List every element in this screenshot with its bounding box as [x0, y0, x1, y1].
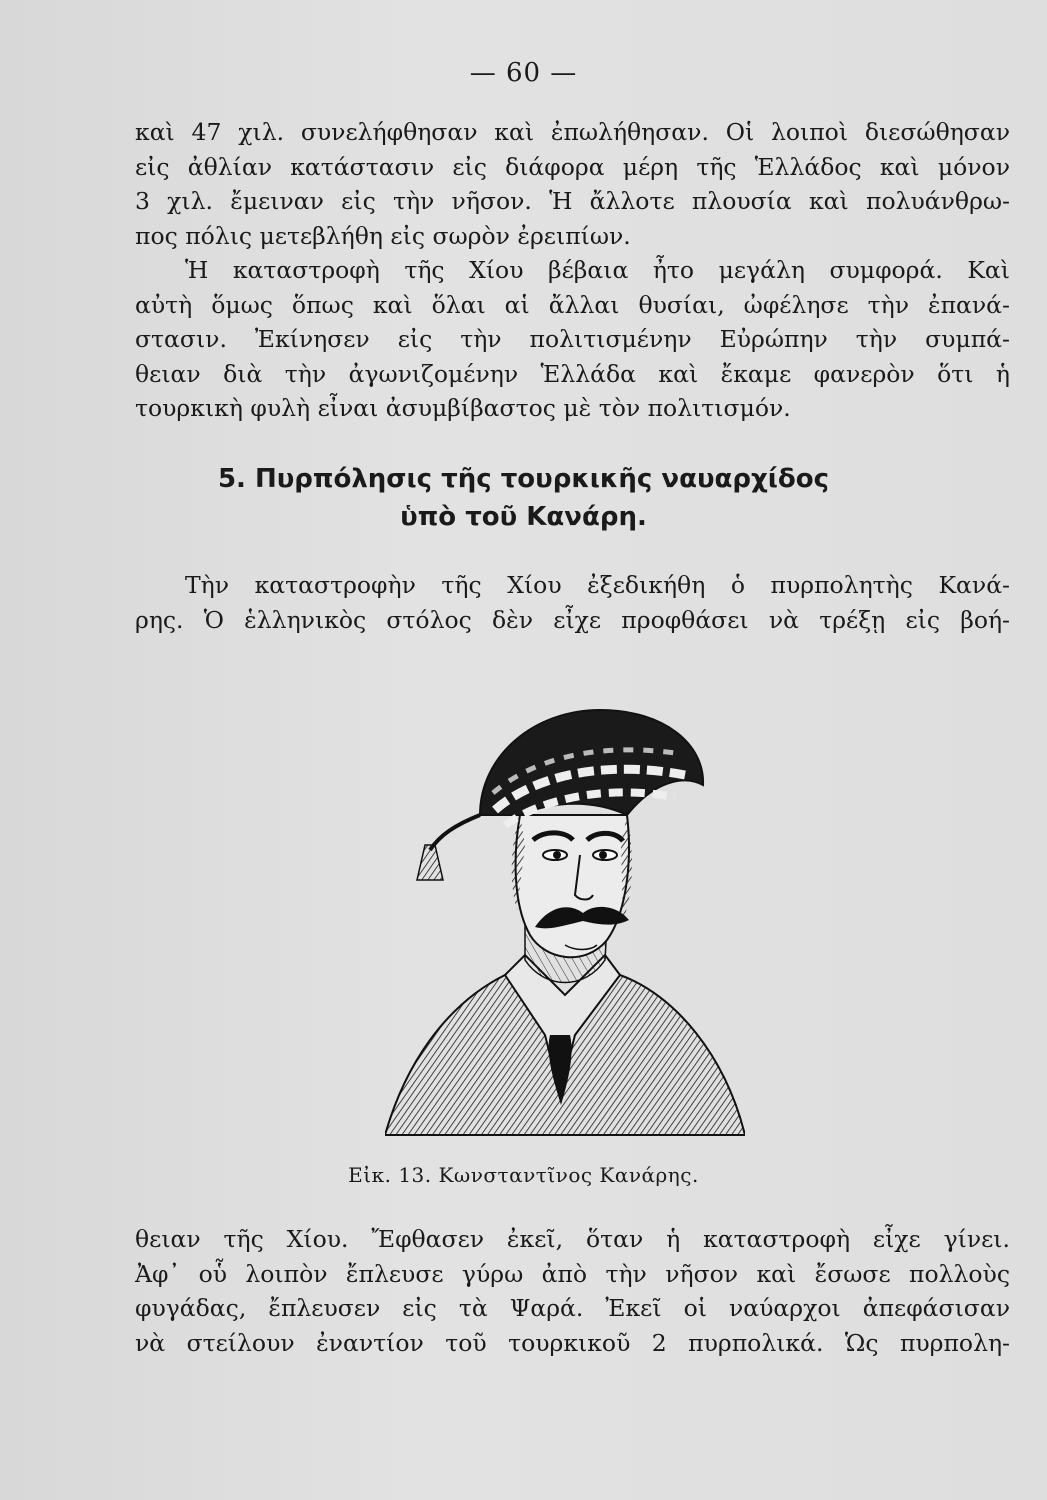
figure-caption: Εἰκ. 13. Κωνσταντῖνος Κανάρης.: [348, 1163, 699, 1187]
text-line: φυγάδας, ἔπλευσεν εἰς τὰ Ψαρά. Ἐκεῖ οἱ ναύαρχοι ἀπεφάσισαν: [135, 1294, 1010, 1322]
page-number: — 60 —: [469, 58, 578, 88]
text-line: εἰς ἀθλίαν κατάστασιν εἰς διάφορα μέρη τῆς Ἑλλάδος καὶ μόνον: [135, 152, 1010, 181]
text-line: Τὴν καταστροφὴν τῆς Χίου ἐξεδικήθη ὁ πυρπολητὴς Κανά-: [185, 571, 1010, 599]
text-line: νὰ στείλουν ἐναντίον τοῦ τουρκικοῦ 2 πυρπολικά. Ὡς πυρπολη-: [135, 1328, 1010, 1357]
text-line: 3 χιλ. ἔμειναν εἰς τὴν νῆσον. Ἡ ἄλλοτε πλουσία καὶ πολυάνθρω-: [135, 187, 1010, 215]
text-line: καὶ 47 χιλ. συνελήφθησαν καὶ ἐπωλήθησαν. Οἱ λοιποὶ διεσώθησαν: [135, 118, 1010, 146]
text-line: τουρκικὴ φυλὴ εἶναι ἀσυμβίβαστος μὲ τὸν πολιτισμόν.: [135, 394, 791, 422]
text-line: θειαν διὰ τὴν ἀγωνιζομένην Ἑλλάδα καὶ ἔκαμε φανερὸν ὅτι ἡ: [135, 359, 1010, 388]
portrait-illustration: [385, 705, 745, 1150]
paragraph-1: [135, 115, 1010, 253]
section-heading-line-2: ὑπὸ τοῦ Κανάρη.: [400, 502, 647, 532]
paragraph-2: [135, 253, 1010, 426]
text-line: θειαν τῆς Χίου. Ἔφθασεν ἐκεῖ, ὅταν ἡ καταστροφὴ εἶχε γίνει.: [135, 1225, 1010, 1253]
paragraph-4: [135, 1222, 1010, 1360]
section-heading-line-1: 5. Πυρπόλησις τῆς τουρκικῆς ναυαρχίδος: [217, 464, 830, 494]
text-line: αὐτὴ ὅμως ὅπως καὶ ὅλαι αἱ ἄλλαι θυσίαι, ὠφέλησε τὴν ἐπανά-: [135, 290, 1010, 319]
text-line: πος πόλις μετεβλήθη εἰς σωρὸν ἐρειπίων.: [135, 221, 631, 250]
text-line: στασιν. Ἐκίνησεν εἰς τὴν πολιτισμένην Εὐρώπην τὴν συμπά-: [135, 325, 1010, 353]
text-line: ρης. Ὁ ἑλληνικὸς στόλος δὲν εἶχε προφθάσει νὰ τρέξῃ εἰς βοή-: [135, 605, 1010, 634]
portrait-engraving-icon: [385, 705, 745, 1150]
paragraph-3: [135, 568, 1010, 637]
text-line: Ἀφ᾽ οὗ λοιπὸν ἔπλευσε γύρω ἀπὸ τὴν νῆσον καὶ ἔσωσε πολλοὺς: [135, 1259, 1010, 1288]
text-line: Ἡ καταστροφὴ τῆς Χίου βέβαια ἦτο μεγάλη συμφορά. Καὶ: [185, 256, 1010, 284]
